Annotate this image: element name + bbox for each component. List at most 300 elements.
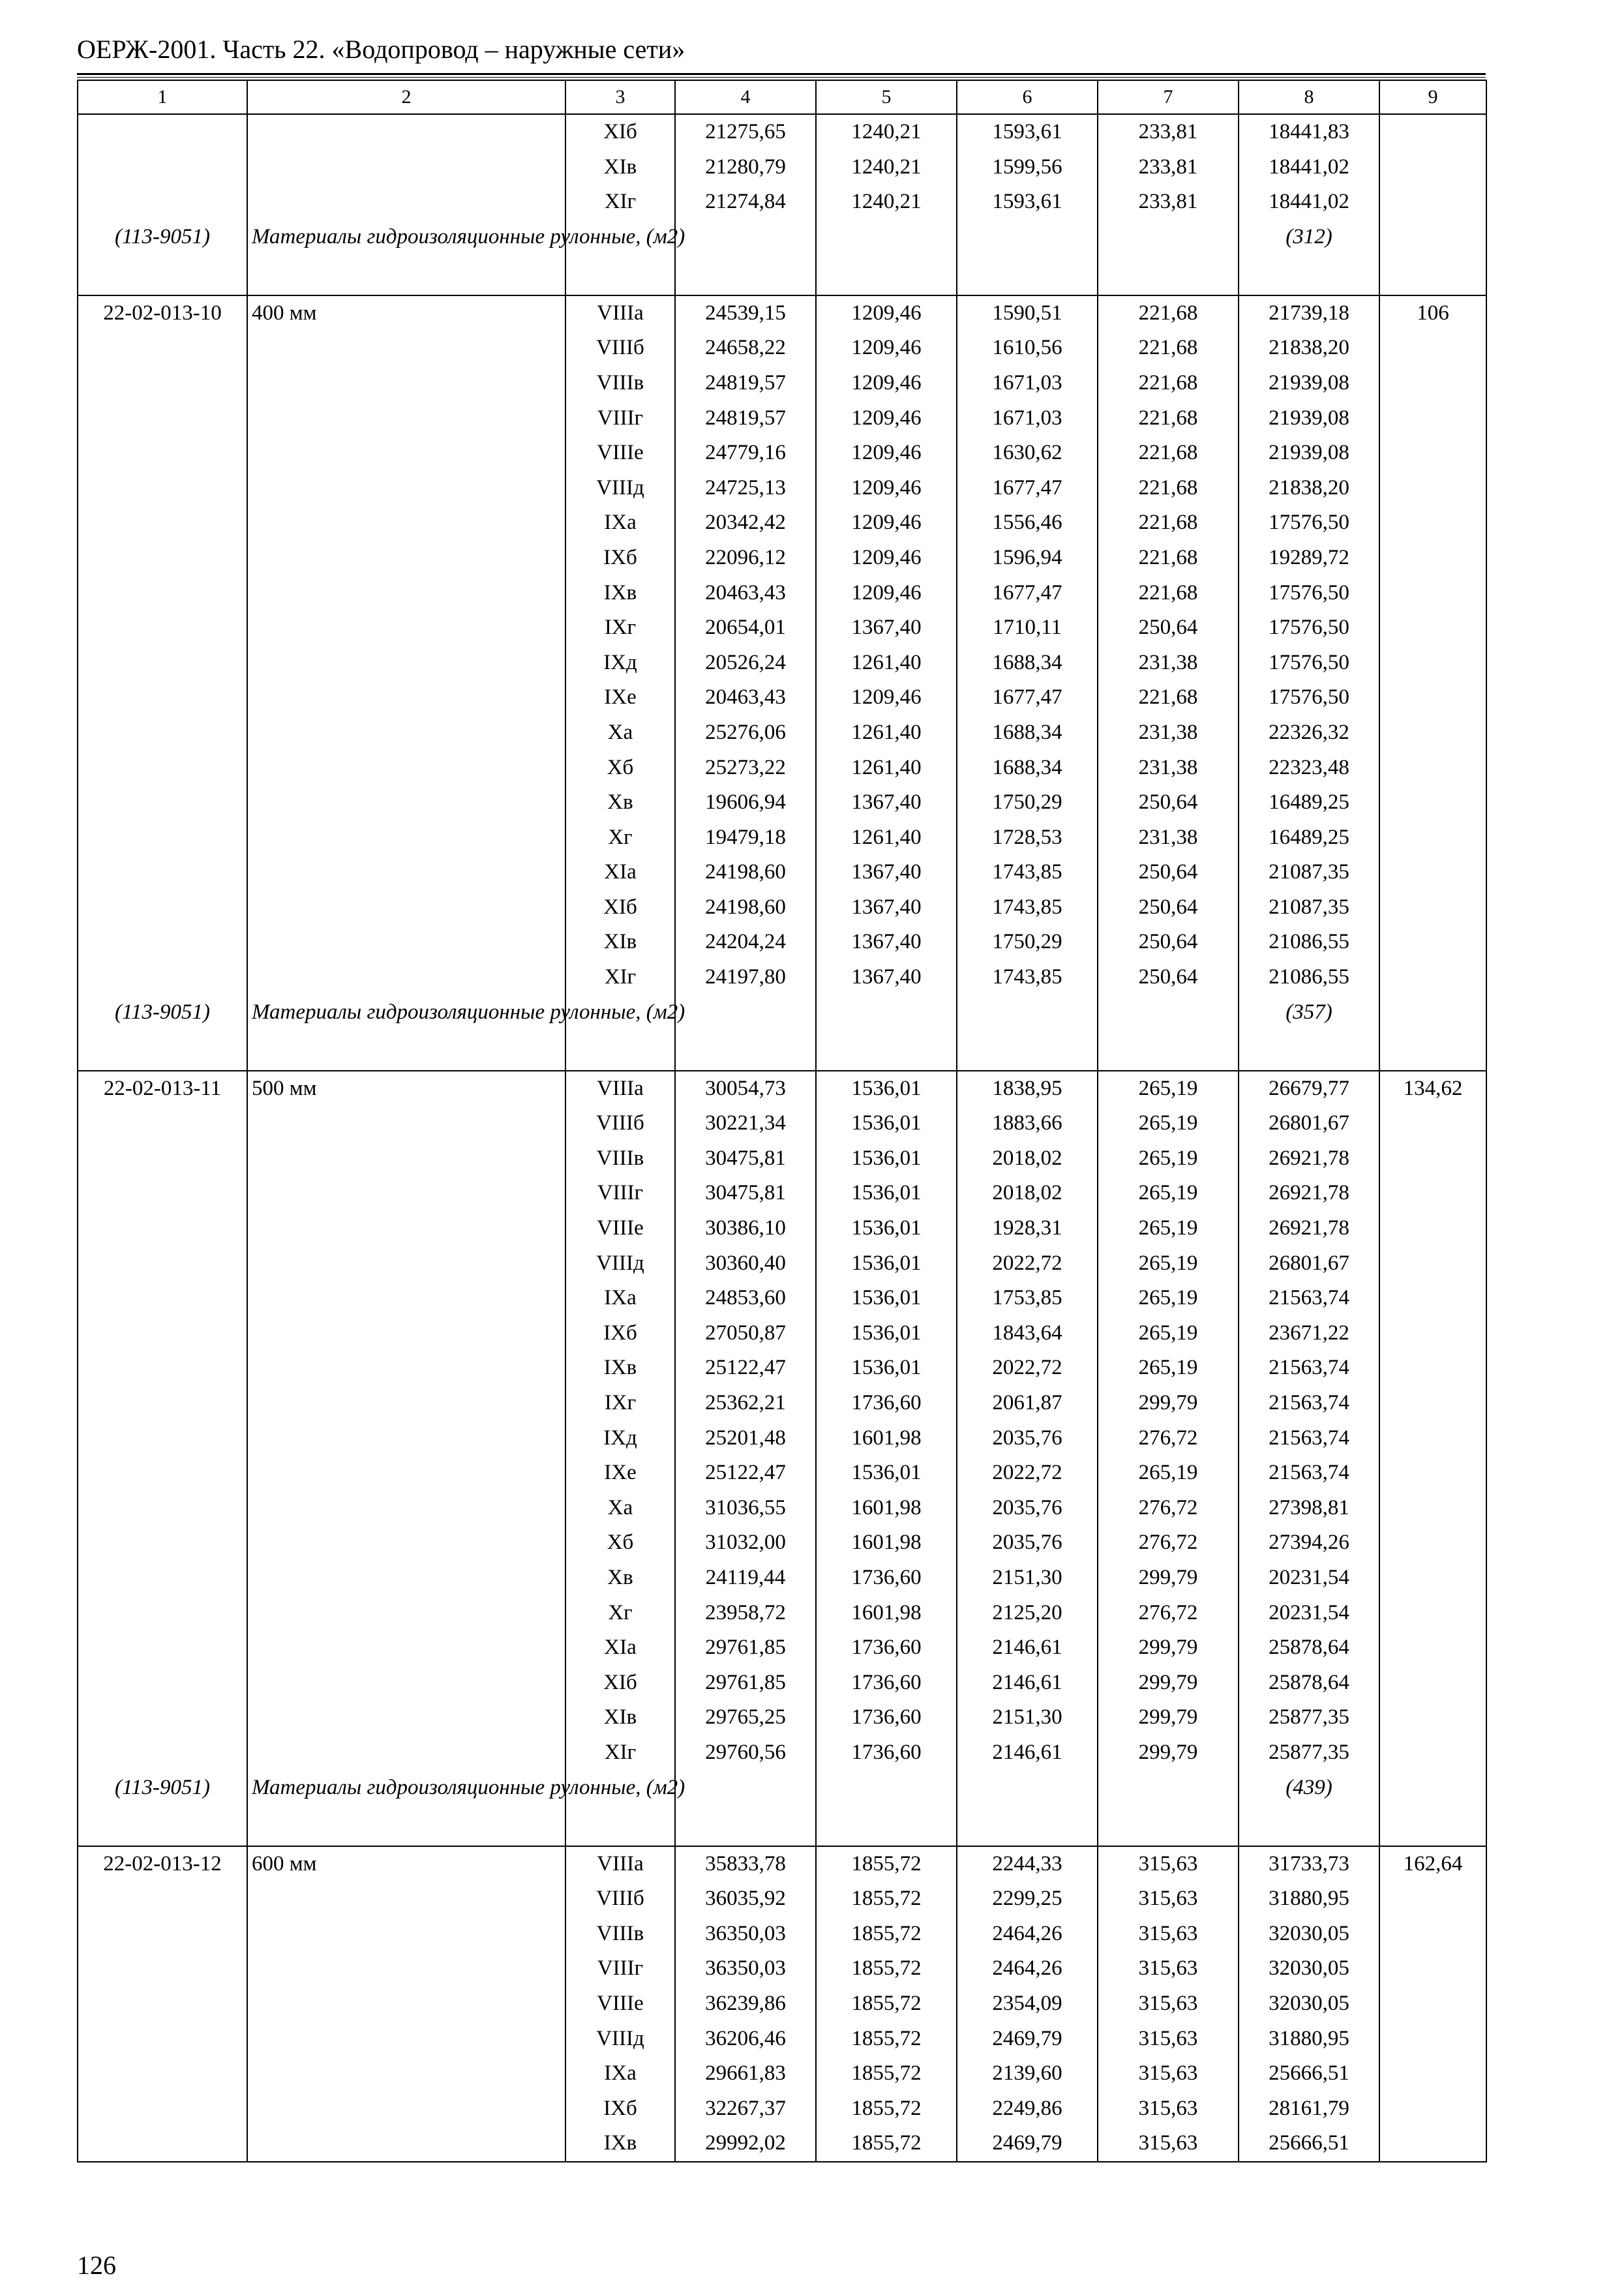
total-cost-cell: 32267,37 bbox=[675, 2091, 816, 2127]
materials-cell: 16489,25 bbox=[1239, 785, 1379, 820]
material-name: Материалы гидроизоляционные рулонные, (м2) bbox=[247, 995, 565, 1071]
rate-code-cell bbox=[78, 785, 247, 820]
empty-cell bbox=[1379, 220, 1486, 295]
labor-cell bbox=[1379, 1951, 1486, 1986]
rate-code-cell bbox=[78, 1176, 247, 1211]
wages-cell: 1855,72 bbox=[816, 1986, 957, 2022]
total-cost-cell: 21275,65 bbox=[675, 114, 816, 150]
pipe-size-cell bbox=[247, 2091, 565, 2127]
table-row bbox=[78, 1846, 1486, 1882]
zone-cell: XIб bbox=[565, 114, 675, 150]
labor-cell bbox=[1379, 1316, 1486, 1351]
materials-cell: 27398,81 bbox=[1239, 1491, 1379, 1526]
labor-cell: 162,64 bbox=[1379, 1846, 1486, 1882]
materials-cell: 26921,78 bbox=[1239, 1141, 1379, 1176]
materials-cell: 21939,08 bbox=[1239, 401, 1379, 436]
rate-code-cell bbox=[78, 820, 247, 856]
wages-cell: 1601,98 bbox=[816, 1596, 957, 1631]
wages-cell: 1261,40 bbox=[816, 751, 957, 786]
machines-cell: 1743,85 bbox=[957, 855, 1098, 890]
materials-cell: 31880,95 bbox=[1239, 2022, 1379, 2057]
pipe-size-cell bbox=[247, 541, 565, 576]
zone-cell: Xв bbox=[565, 1561, 675, 1596]
operators-wages-cell: 221,68 bbox=[1098, 541, 1239, 576]
materials-cell: 32030,05 bbox=[1239, 1986, 1379, 2022]
pipe-size-cell bbox=[247, 610, 565, 646]
pipe-size-cell: 400 мм bbox=[247, 295, 565, 331]
table-row bbox=[78, 785, 1486, 820]
materials-cell: 21939,08 bbox=[1239, 436, 1379, 471]
operators-wages-cell: 265,19 bbox=[1098, 1456, 1239, 1491]
total-cost-cell: 29761,85 bbox=[675, 1666, 816, 1701]
operators-wages-cell: 265,19 bbox=[1098, 1071, 1239, 1107]
total-cost-cell: 20463,43 bbox=[675, 680, 816, 715]
rate-code-cell bbox=[78, 2091, 247, 2127]
pipe-size-cell bbox=[247, 1211, 565, 1246]
pipe-size-cell bbox=[247, 1246, 565, 1281]
operators-wages-cell: 265,19 bbox=[1098, 1211, 1239, 1246]
pipe-size-cell bbox=[247, 1735, 565, 1771]
materials-cell: 26801,67 bbox=[1239, 1106, 1379, 1141]
rate-code-cell bbox=[78, 1386, 247, 1421]
operators-wages-cell: 315,63 bbox=[1098, 2022, 1239, 2057]
rate-code-cell bbox=[78, 1246, 247, 1281]
wages-cell: 1536,01 bbox=[816, 1246, 957, 1281]
rate-code-cell bbox=[78, 1951, 247, 1986]
wages-cell: 1855,72 bbox=[816, 1846, 957, 1882]
materials-cell: 21087,35 bbox=[1239, 855, 1379, 890]
total-cost-cell: 22096,12 bbox=[675, 541, 816, 576]
operators-wages-cell: 231,38 bbox=[1098, 646, 1239, 681]
labor-cell bbox=[1379, 715, 1486, 751]
wages-cell: 1367,40 bbox=[816, 855, 957, 890]
pipe-size-cell bbox=[247, 785, 565, 820]
total-cost-cell: 29765,25 bbox=[675, 1700, 816, 1735]
machines-cell: 2018,02 bbox=[957, 1176, 1098, 1211]
machines-cell: 2464,26 bbox=[957, 1917, 1098, 1952]
table-row bbox=[78, 1596, 1486, 1631]
zone-cell: XIг bbox=[565, 1735, 675, 1771]
total-cost-cell: 24539,15 bbox=[675, 295, 816, 331]
wages-cell: 1209,46 bbox=[816, 471, 957, 506]
rate-code-cell bbox=[78, 2126, 247, 2162]
table-row bbox=[78, 855, 1486, 890]
wages-cell: 1240,21 bbox=[816, 185, 957, 220]
wages-cell: 1367,40 bbox=[816, 960, 957, 995]
labor-cell bbox=[1379, 1917, 1486, 1952]
pipe-size-cell bbox=[247, 150, 565, 185]
column-header: 8 bbox=[1239, 80, 1379, 114]
pipe-size-cell bbox=[247, 751, 565, 786]
pipe-size-cell bbox=[247, 471, 565, 506]
wages-cell: 1209,46 bbox=[816, 295, 957, 331]
wages-cell: 1209,46 bbox=[816, 505, 957, 541]
zone-cell: XIв bbox=[565, 925, 675, 960]
table-row bbox=[78, 820, 1486, 856]
operators-wages-cell: 221,68 bbox=[1098, 295, 1239, 331]
machines-cell: 1688,34 bbox=[957, 751, 1098, 786]
wages-cell: 1536,01 bbox=[816, 1211, 957, 1246]
materials-cell: 18441,02 bbox=[1239, 185, 1379, 220]
operators-wages-cell: 233,81 bbox=[1098, 185, 1239, 220]
rate-code-cell bbox=[78, 1561, 247, 1596]
operators-wages-cell: 250,64 bbox=[1098, 960, 1239, 995]
table-row bbox=[78, 1281, 1486, 1316]
total-cost-cell: 25122,47 bbox=[675, 1456, 816, 1491]
rate-code-cell bbox=[78, 1917, 247, 1952]
table-row bbox=[78, 366, 1486, 401]
empty-cell bbox=[1098, 220, 1239, 295]
wages-cell: 1855,72 bbox=[816, 2091, 957, 2127]
materials-cell: 27394,26 bbox=[1239, 1525, 1379, 1561]
materials-cell: 21563,74 bbox=[1239, 1386, 1379, 1421]
operators-wages-cell: 299,79 bbox=[1098, 1386, 1239, 1421]
machines-cell: 1843,64 bbox=[957, 1316, 1098, 1351]
wages-cell: 1536,01 bbox=[816, 1456, 957, 1491]
pipe-size-cell bbox=[247, 820, 565, 856]
machines-cell: 1596,94 bbox=[957, 541, 1098, 576]
operators-wages-cell: 250,64 bbox=[1098, 890, 1239, 925]
column-header: 9 bbox=[1379, 80, 1486, 114]
table-row bbox=[78, 1986, 1486, 2022]
operators-wages-cell: 265,19 bbox=[1098, 1351, 1239, 1386]
pipe-size-cell bbox=[247, 331, 565, 366]
machines-cell: 2354,09 bbox=[957, 1986, 1098, 2022]
pipe-size-cell bbox=[247, 855, 565, 890]
wages-cell: 1736,60 bbox=[816, 1386, 957, 1421]
materials-cell: 26679,77 bbox=[1239, 1071, 1379, 1107]
pipe-size-cell bbox=[247, 2022, 565, 2057]
zone-cell: IXг bbox=[565, 610, 675, 646]
materials-cell: 23671,22 bbox=[1239, 1316, 1379, 1351]
materials-cell: 17576,50 bbox=[1239, 610, 1379, 646]
total-cost-cell: 36035,92 bbox=[675, 1881, 816, 1917]
zone-cell: VIIIе bbox=[565, 436, 675, 471]
machines-cell: 1610,56 bbox=[957, 331, 1098, 366]
pipe-size-cell bbox=[247, 715, 565, 751]
zone-cell: VIIIг bbox=[565, 1951, 675, 1986]
material-quantity: (312) bbox=[1239, 220, 1379, 295]
labor-cell bbox=[1379, 855, 1486, 890]
materials-cell: 21563,74 bbox=[1239, 1421, 1379, 1456]
labor-cell bbox=[1379, 680, 1486, 715]
total-cost-cell: 20654,01 bbox=[675, 610, 816, 646]
machines-cell: 1671,03 bbox=[957, 401, 1098, 436]
rate-code-cell bbox=[78, 1986, 247, 2022]
materials-cell: 21086,55 bbox=[1239, 925, 1379, 960]
labor-cell bbox=[1379, 1491, 1486, 1526]
table-row bbox=[78, 2091, 1486, 2127]
labor-cell bbox=[1379, 401, 1486, 436]
rate-code-cell bbox=[78, 1491, 247, 1526]
total-cost-cell: 24779,16 bbox=[675, 436, 816, 471]
empty-cell bbox=[675, 1771, 816, 1846]
total-cost-cell: 21280,79 bbox=[675, 150, 816, 185]
zone-cell: IXе bbox=[565, 1456, 675, 1491]
rate-code-cell bbox=[78, 1106, 247, 1141]
wages-cell: 1367,40 bbox=[816, 610, 957, 646]
labor-cell bbox=[1379, 1525, 1486, 1561]
rate-code-cell bbox=[78, 1700, 247, 1735]
machines-cell: 2146,61 bbox=[957, 1735, 1098, 1771]
labor-cell bbox=[1379, 576, 1486, 611]
zone-cell: VIIIа bbox=[565, 295, 675, 331]
wages-cell: 1261,40 bbox=[816, 715, 957, 751]
zone-cell: IXв bbox=[565, 2126, 675, 2162]
rate-code-cell bbox=[78, 610, 247, 646]
total-cost-cell: 29992,02 bbox=[675, 2126, 816, 2162]
total-cost-cell: 30360,40 bbox=[675, 1246, 816, 1281]
zone-cell: XIг bbox=[565, 185, 675, 220]
materials-cell: 21087,35 bbox=[1239, 890, 1379, 925]
zone-cell: VIIIд bbox=[565, 471, 675, 506]
labor-cell bbox=[1379, 1881, 1486, 1917]
rate-code-cell bbox=[78, 471, 247, 506]
zone-cell: VIIIв bbox=[565, 1917, 675, 1952]
zone-cell: Xг bbox=[565, 820, 675, 856]
total-cost-cell: 27050,87 bbox=[675, 1316, 816, 1351]
labor-cell bbox=[1379, 646, 1486, 681]
zone-cell: Xв bbox=[565, 785, 675, 820]
zone-cell: IXг bbox=[565, 1386, 675, 1421]
materials-cell: 22326,32 bbox=[1239, 715, 1379, 751]
table-row bbox=[78, 114, 1486, 150]
wages-cell: 1367,40 bbox=[816, 925, 957, 960]
zone-cell: VIIIа bbox=[565, 1846, 675, 1882]
machines-cell: 1630,62 bbox=[957, 436, 1098, 471]
empty-cell bbox=[675, 995, 816, 1071]
pipe-size-cell bbox=[247, 1986, 565, 2022]
rate-code-cell bbox=[78, 855, 247, 890]
zone-cell: VIIIа bbox=[565, 1071, 675, 1107]
operators-wages-cell: 231,38 bbox=[1098, 715, 1239, 751]
pipe-size-cell bbox=[247, 366, 565, 401]
wages-cell: 1536,01 bbox=[816, 1351, 957, 1386]
table-row bbox=[78, 1630, 1486, 1666]
labor-cell bbox=[1379, 1735, 1486, 1771]
rate-code-cell bbox=[78, 890, 247, 925]
operators-wages-cell: 276,72 bbox=[1098, 1421, 1239, 1456]
pipe-size-cell bbox=[247, 1561, 565, 1596]
rate-code-cell: 22-02-013-12 bbox=[78, 1846, 247, 1882]
table-row bbox=[78, 1700, 1486, 1735]
operators-wages-cell: 276,72 bbox=[1098, 1525, 1239, 1561]
wages-cell: 1855,72 bbox=[816, 2126, 957, 2162]
machines-cell: 1710,11 bbox=[957, 610, 1098, 646]
total-cost-cell: 25362,21 bbox=[675, 1386, 816, 1421]
rate-code-cell bbox=[78, 1281, 247, 1316]
operators-wages-cell: 221,68 bbox=[1098, 401, 1239, 436]
pipe-size-cell bbox=[247, 1386, 565, 1421]
wages-cell: 1736,60 bbox=[816, 1735, 957, 1771]
total-cost-cell: 24819,57 bbox=[675, 401, 816, 436]
labor-cell bbox=[1379, 751, 1486, 786]
rate-code-cell bbox=[78, 401, 247, 436]
pipe-size-cell bbox=[247, 1316, 565, 1351]
operators-wages-cell: 250,64 bbox=[1098, 925, 1239, 960]
labor-cell bbox=[1379, 331, 1486, 366]
total-cost-cell: 25201,48 bbox=[675, 1421, 816, 1456]
material-row bbox=[78, 1771, 1486, 1846]
table-row bbox=[78, 1141, 1486, 1176]
empty-cell bbox=[1098, 1771, 1239, 1846]
rate-code-cell bbox=[78, 1351, 247, 1386]
machines-cell: 2139,60 bbox=[957, 2056, 1098, 2091]
rate-code-cell bbox=[78, 114, 247, 150]
total-cost-cell: 25273,22 bbox=[675, 751, 816, 786]
rate-code-cell bbox=[78, 1456, 247, 1491]
rate-code-cell bbox=[78, 1141, 247, 1176]
wages-cell: 1209,46 bbox=[816, 366, 957, 401]
rate-code-cell bbox=[78, 2056, 247, 2091]
rate-code-cell bbox=[78, 646, 247, 681]
labor-cell bbox=[1379, 1281, 1486, 1316]
pipe-size-cell bbox=[247, 576, 565, 611]
wages-cell: 1601,98 bbox=[816, 1525, 957, 1561]
materials-cell: 28161,79 bbox=[1239, 2091, 1379, 2127]
empty-cell bbox=[1379, 1771, 1486, 1846]
operators-wages-cell: 265,19 bbox=[1098, 1316, 1239, 1351]
materials-cell: 21838,20 bbox=[1239, 331, 1379, 366]
total-cost-cell: 24725,13 bbox=[675, 471, 816, 506]
column-header: 7 bbox=[1098, 80, 1239, 114]
pipe-size-cell: 600 мм bbox=[247, 1846, 565, 1882]
total-cost-cell: 24819,57 bbox=[675, 366, 816, 401]
labor-cell bbox=[1379, 785, 1486, 820]
labor-cell bbox=[1379, 1106, 1486, 1141]
total-cost-cell: 30221,34 bbox=[675, 1106, 816, 1141]
pipe-size-cell bbox=[247, 890, 565, 925]
empty-cell bbox=[957, 220, 1098, 295]
pipe-size-cell bbox=[247, 1456, 565, 1491]
wages-cell: 1536,01 bbox=[816, 1176, 957, 1211]
machines-cell: 1590,51 bbox=[957, 295, 1098, 331]
materials-cell: 21939,08 bbox=[1239, 366, 1379, 401]
zone-cell: Xб bbox=[565, 751, 675, 786]
machines-cell: 1928,31 bbox=[957, 1211, 1098, 1246]
wages-cell: 1209,46 bbox=[816, 401, 957, 436]
total-cost-cell: 31036,55 bbox=[675, 1491, 816, 1526]
pipe-size-cell bbox=[247, 646, 565, 681]
wages-cell: 1261,40 bbox=[816, 820, 957, 856]
material-code: (113-9051) bbox=[78, 1771, 247, 1846]
zone-cell: IXб bbox=[565, 2091, 675, 2127]
machines-cell: 1593,61 bbox=[957, 114, 1098, 150]
rate-code-cell bbox=[78, 1666, 247, 1701]
machines-cell: 1677,47 bbox=[957, 680, 1098, 715]
wages-cell: 1209,46 bbox=[816, 436, 957, 471]
machines-cell: 2146,61 bbox=[957, 1666, 1098, 1701]
total-cost-cell: 25122,47 bbox=[675, 1351, 816, 1386]
pipe-size-cell bbox=[247, 1596, 565, 1631]
rate-code-cell bbox=[78, 1596, 247, 1631]
labor-cell bbox=[1379, 1561, 1486, 1596]
total-cost-cell: 24119,44 bbox=[675, 1561, 816, 1596]
pipe-size-cell bbox=[247, 2126, 565, 2162]
operators-wages-cell: 221,68 bbox=[1098, 576, 1239, 611]
labor-cell bbox=[1379, 114, 1486, 150]
total-cost-cell: 36239,86 bbox=[675, 1986, 816, 2022]
wages-cell: 1855,72 bbox=[816, 2022, 957, 2057]
pipe-size-cell bbox=[247, 114, 565, 150]
total-cost-cell: 31032,00 bbox=[675, 1525, 816, 1561]
materials-cell: 18441,83 bbox=[1239, 114, 1379, 150]
column-header: 4 bbox=[675, 80, 816, 114]
table-row bbox=[78, 401, 1486, 436]
materials-cell: 16489,25 bbox=[1239, 820, 1379, 856]
empty-cell bbox=[816, 1771, 957, 1846]
rate-code-cell bbox=[78, 1525, 247, 1561]
materials-cell: 26921,78 bbox=[1239, 1211, 1379, 1246]
operators-wages-cell: 299,79 bbox=[1098, 1700, 1239, 1735]
wages-cell: 1601,98 bbox=[816, 1491, 957, 1526]
operators-wages-cell: 315,63 bbox=[1098, 2126, 1239, 2162]
rate-code-cell bbox=[78, 715, 247, 751]
table-row bbox=[78, 646, 1486, 681]
pipe-size-cell bbox=[247, 1281, 565, 1316]
materials-cell: 20231,54 bbox=[1239, 1596, 1379, 1631]
materials-cell: 25878,64 bbox=[1239, 1630, 1379, 1666]
zone-cell: XIв bbox=[565, 1700, 675, 1735]
wages-cell: 1536,01 bbox=[816, 1281, 957, 1316]
labor-cell bbox=[1379, 1630, 1486, 1666]
rate-code-cell bbox=[78, 185, 247, 220]
table-row bbox=[78, 505, 1486, 541]
rate-code-cell bbox=[78, 505, 247, 541]
machines-cell: 1599,56 bbox=[957, 150, 1098, 185]
pipe-size-cell bbox=[247, 185, 565, 220]
table-row bbox=[78, 1211, 1486, 1246]
page-title: ОЕРЖ-2001. Часть 22. «Водопровод – наружные сети» bbox=[77, 35, 685, 64]
table-row bbox=[78, 331, 1486, 366]
zone-cell: VIIIб bbox=[565, 1106, 675, 1141]
empty-cell bbox=[816, 220, 957, 295]
zone-cell: VIIIб bbox=[565, 1881, 675, 1917]
labor-cell bbox=[1379, 1700, 1486, 1735]
materials-cell: 17576,50 bbox=[1239, 646, 1379, 681]
machines-cell: 1743,85 bbox=[957, 890, 1098, 925]
operators-wages-cell: 265,19 bbox=[1098, 1141, 1239, 1176]
column-header-row bbox=[78, 80, 1486, 114]
labor-cell bbox=[1379, 925, 1486, 960]
zone-cell: VIIIб bbox=[565, 331, 675, 366]
labor-cell bbox=[1379, 1351, 1486, 1386]
table-row bbox=[78, 185, 1486, 220]
zone-cell: Xб bbox=[565, 1525, 675, 1561]
empty-cell bbox=[1098, 995, 1239, 1071]
total-cost-cell: 24197,80 bbox=[675, 960, 816, 995]
zone-cell: XIб bbox=[565, 1666, 675, 1701]
total-cost-cell: 24204,24 bbox=[675, 925, 816, 960]
machines-cell: 1677,47 bbox=[957, 576, 1098, 611]
machines-cell: 1556,46 bbox=[957, 505, 1098, 541]
wages-cell: 1536,01 bbox=[816, 1316, 957, 1351]
labor-cell: 134,62 bbox=[1379, 1071, 1486, 1107]
labor-cell bbox=[1379, 541, 1486, 576]
materials-cell: 21086,55 bbox=[1239, 960, 1379, 995]
labor-cell bbox=[1379, 366, 1486, 401]
materials-cell: 22323,48 bbox=[1239, 751, 1379, 786]
labor-cell bbox=[1379, 2022, 1486, 2057]
table-row bbox=[78, 1456, 1486, 1491]
rate-code-cell bbox=[78, 2022, 247, 2057]
table-row bbox=[78, 751, 1486, 786]
operators-wages-cell: 233,81 bbox=[1098, 114, 1239, 150]
labor-cell bbox=[1379, 2091, 1486, 2127]
labor-cell bbox=[1379, 1986, 1486, 2022]
pipe-size-cell bbox=[247, 1421, 565, 1456]
zone-cell: IXб bbox=[565, 541, 675, 576]
